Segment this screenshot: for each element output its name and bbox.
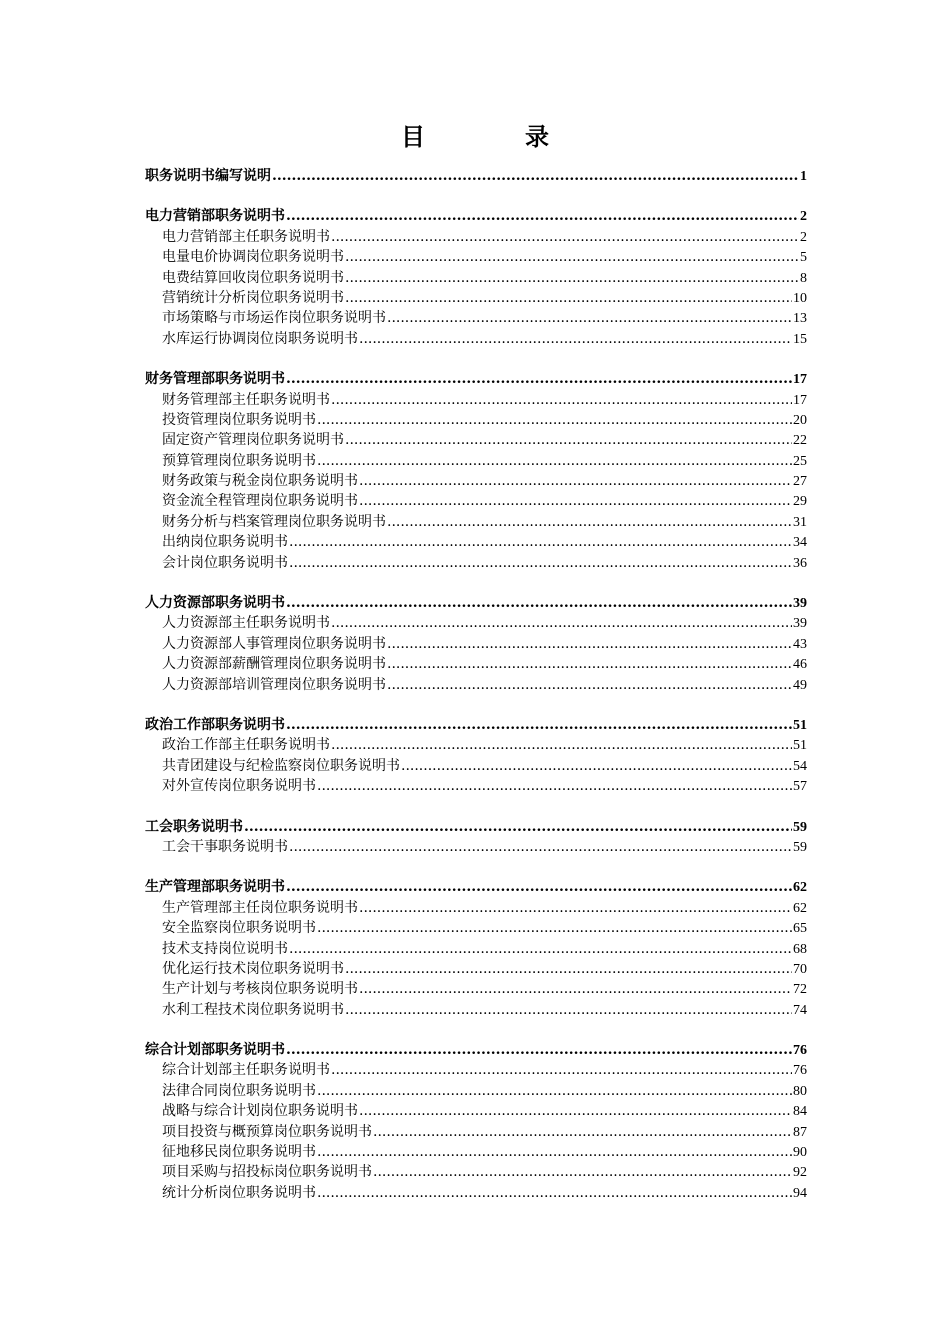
toc-dot-leader <box>359 898 792 918</box>
toc-dot-leader <box>345 430 792 450</box>
toc-dot-leader <box>289 837 792 857</box>
table-of-contents <box>145 166 807 1203</box>
toc-dot-leader <box>345 288 792 308</box>
title-char-1: 目 <box>401 122 425 151</box>
toc-page-number: 94 <box>793 1185 807 1201</box>
toc-section[interactable] <box>145 1040 807 1060</box>
toc-dot-leader <box>331 613 792 633</box>
section-spacer <box>145 857 807 877</box>
toc-page-number: 62 <box>793 900 807 916</box>
toc-dot-leader <box>317 1081 792 1101</box>
toc-item[interactable] <box>145 410 807 430</box>
toc-dot-leader <box>387 675 792 695</box>
toc-entry-title: 出纳岗位职务说明书 <box>162 534 288 551</box>
toc-item[interactable] <box>145 1081 807 1101</box>
toc-page-number: 49 <box>793 677 807 693</box>
toc-dot-leader <box>359 491 792 511</box>
toc-page-number: 59 <box>793 839 807 855</box>
toc-entry-title: 人力资源部培训管理岗位职务说明书 <box>162 676 386 693</box>
toc-page-number: 20 <box>793 412 807 428</box>
toc-item[interactable] <box>145 613 807 633</box>
toc-page-number: 5 <box>800 250 807 266</box>
toc-dot-leader <box>317 776 792 796</box>
toc-page-number: 57 <box>793 779 807 795</box>
toc-entry-title: 战略与综合计划岗位职务说明书 <box>162 1103 358 1120</box>
toc-page-number: 17 <box>793 372 807 388</box>
toc-entry-title: 水利工程技术岗位职务说明书 <box>162 1001 344 1018</box>
toc-entry-title: 法律合同岗位职务说明书 <box>162 1082 316 1099</box>
toc-dot-leader <box>331 1060 792 1080</box>
toc-entry-title: 会计岗位职务说明书 <box>162 554 288 571</box>
toc-entry-title: 人力资源部主任职务说明书 <box>162 615 330 632</box>
toc-dot-leader <box>289 532 792 552</box>
section-spacer <box>145 695 807 715</box>
toc-item[interactable] <box>145 308 807 328</box>
toc-dot-leader <box>289 939 792 959</box>
toc-dot-leader <box>387 654 792 674</box>
toc-dot-leader <box>317 1142 792 1162</box>
toc-item[interactable] <box>145 979 807 999</box>
toc-item[interactable] <box>145 898 807 918</box>
toc-page-number: 68 <box>793 941 807 957</box>
toc-item[interactable] <box>145 451 807 471</box>
toc-dot-leader <box>286 1040 792 1060</box>
toc-dot-leader <box>289 553 792 573</box>
toc-dot-leader <box>331 735 792 755</box>
toc-dot-leader <box>359 471 792 491</box>
toc-page-number: 2 <box>800 229 807 245</box>
toc-entry-title: 人力资源部人事管理岗位职务说明书 <box>162 635 386 652</box>
toc-dot-leader <box>387 308 792 328</box>
toc-item[interactable] <box>145 288 807 308</box>
toc-entry-title: 生产管理部主任岗位职务说明书 <box>162 899 358 916</box>
section-spacer <box>145 797 807 817</box>
toc-item[interactable] <box>145 675 807 695</box>
toc-item[interactable] <box>145 756 807 776</box>
toc-item[interactable] <box>145 532 807 552</box>
toc-page-number: 39 <box>793 596 807 612</box>
toc-item[interactable] <box>145 247 807 267</box>
toc-page-number: 29 <box>793 494 807 510</box>
toc-item[interactable] <box>145 227 807 247</box>
toc-entry-title: 统计分析岗位职务说明书 <box>162 1184 316 1201</box>
toc-page-number: 76 <box>793 1063 807 1079</box>
toc-entry-title: 电力营销部主任职务说明书 <box>162 228 330 245</box>
toc-item[interactable] <box>145 1101 807 1121</box>
toc-dot-leader <box>286 206 799 226</box>
toc-page-number: 90 <box>793 1145 807 1161</box>
toc-page-number: 72 <box>793 982 807 998</box>
toc-page-number: 84 <box>793 1104 807 1120</box>
toc-dot-leader <box>286 593 792 613</box>
toc-section[interactable] <box>145 877 807 897</box>
toc-dot-leader <box>345 959 792 979</box>
title-char-2: 录 <box>525 122 549 151</box>
toc-dot-leader <box>345 268 799 288</box>
toc-item[interactable] <box>145 471 807 491</box>
toc-dot-leader <box>345 1000 792 1020</box>
toc-page-number: 43 <box>793 636 807 652</box>
toc-entry-title: 优化运行技术岗位职务说明书 <box>162 960 344 977</box>
toc-entry-title: 资金流全程管理岗位职务说明书 <box>162 493 358 510</box>
toc-section[interactable] <box>145 206 807 226</box>
toc-page-number: 74 <box>793 1002 807 1018</box>
toc-page-number: 8 <box>800 270 807 286</box>
toc-dot-leader <box>373 1162 792 1182</box>
toc-item[interactable] <box>145 268 807 288</box>
toc-entry-title: 征地移民岗位职务说明书 <box>162 1144 316 1161</box>
toc-item[interactable] <box>145 1142 807 1162</box>
toc-entry-title: 政治工作部职务说明书 <box>145 716 285 733</box>
toc-dot-leader <box>286 369 792 389</box>
toc-dot-leader <box>272 166 799 186</box>
toc-dot-leader <box>387 634 792 654</box>
toc-entry-title: 项目投资与概预算岗位职务说明书 <box>162 1123 372 1140</box>
toc-page-number: 36 <box>793 555 807 571</box>
toc-item[interactable] <box>145 1122 807 1142</box>
toc-dot-leader <box>317 451 792 471</box>
toc-page-number: 10 <box>793 290 807 306</box>
toc-entry-title: 市场策略与市场运作岗位职务说明书 <box>162 310 386 327</box>
toc-dot-leader <box>244 817 792 837</box>
toc-dot-leader <box>317 918 792 938</box>
toc-entry-title: 技术支持岗位说明书 <box>162 940 288 957</box>
toc-dot-leader <box>373 1122 792 1142</box>
toc-entry-title: 财务管理部主任职务说明书 <box>162 391 330 408</box>
toc-item[interactable] <box>145 654 807 674</box>
toc-page-number: 62 <box>793 880 807 896</box>
toc-page-number: 13 <box>793 311 807 327</box>
toc-entry-title: 工会职务说明书 <box>145 818 243 835</box>
toc-item[interactable] <box>145 1162 807 1182</box>
toc-page-number: 59 <box>793 819 807 835</box>
toc-page-number: 31 <box>793 514 807 530</box>
toc-section[interactable] <box>145 715 807 735</box>
toc-entry-title: 水库运行协调岗位岗职务说明书 <box>162 330 358 347</box>
toc-page-number: 92 <box>793 1165 807 1181</box>
toc-page-number: 15 <box>793 331 807 347</box>
toc-dot-leader <box>359 329 792 349</box>
toc-item[interactable] <box>145 959 807 979</box>
toc-entry-title: 项目采购与招投标岗位职务说明书 <box>162 1164 372 1181</box>
toc-dot-leader <box>387 512 792 532</box>
toc-entry-title: 电费结算回收岗位职务说明书 <box>162 269 344 286</box>
toc-dot-leader <box>345 247 799 267</box>
toc-item[interactable] <box>145 390 807 410</box>
section-spacer <box>145 349 807 369</box>
toc-item[interactable] <box>145 735 807 755</box>
toc-dot-leader <box>359 979 792 999</box>
toc-page-number: 76 <box>793 1043 807 1059</box>
toc-page-number: 70 <box>793 961 807 977</box>
toc-section[interactable] <box>145 369 807 389</box>
toc-page-number: 87 <box>793 1124 807 1140</box>
toc-dot-leader <box>286 715 792 735</box>
toc-section[interactable] <box>145 593 807 613</box>
section-spacer <box>145 573 807 593</box>
toc-item[interactable] <box>145 491 807 511</box>
toc-entry-title: 综合计划部职务说明书 <box>145 1042 285 1059</box>
toc-item[interactable] <box>145 634 807 654</box>
toc-entry-title: 工会干事职务说明书 <box>162 838 288 855</box>
toc-entry-title: 固定资产管理岗位职务说明书 <box>162 432 344 449</box>
toc-entry-title: 投资管理岗位职务说明书 <box>162 411 316 428</box>
toc-entry-title: 政治工作部主任职务说明书 <box>162 737 330 754</box>
section-spacer <box>145 186 807 206</box>
toc-item[interactable] <box>145 430 807 450</box>
toc-entry-title: 人力资源部薪酬管理岗位职务说明书 <box>162 656 386 673</box>
toc-entry-title: 生产管理部职务说明书 <box>145 879 285 896</box>
toc-dot-leader <box>331 227 799 247</box>
toc-page-number: 2 <box>800 209 807 225</box>
toc-dot-leader <box>317 410 792 430</box>
toc-entry-title: 职务说明书编写说明 <box>145 168 271 184</box>
toc-entry-title: 财务管理部职务说明书 <box>145 371 285 388</box>
toc-item[interactable] <box>145 939 807 959</box>
toc-page-number: 39 <box>793 616 807 632</box>
toc-page-number: 22 <box>793 433 807 449</box>
toc-section[interactable] <box>145 166 807 186</box>
toc-entry-title: 营销统计分析岗位职务说明书 <box>162 289 344 306</box>
toc-section[interactable] <box>145 817 807 837</box>
toc-item[interactable] <box>145 1060 807 1080</box>
toc-item[interactable] <box>145 918 807 938</box>
toc-entry-title: 生产计划与考核岗位职务说明书 <box>162 981 358 998</box>
toc-entry-title: 电量电价协调岗位职务说明书 <box>162 249 344 266</box>
toc-entry-title: 财务政策与税金岗位职务说明书 <box>162 473 358 490</box>
toc-item[interactable] <box>145 1000 807 1020</box>
toc-entry-title: 安全监察岗位职务说明书 <box>162 920 316 937</box>
toc-page-number: 51 <box>793 717 807 733</box>
toc-page-number: 25 <box>793 453 807 469</box>
toc-entry-title: 人力资源部职务说明书 <box>145 595 285 612</box>
toc-page-number: 54 <box>793 758 807 774</box>
toc-item[interactable] <box>145 1183 807 1203</box>
toc-item[interactable] <box>145 837 807 857</box>
toc-entry-title: 预算管理岗位职务说明书 <box>162 452 316 469</box>
toc-page-number: 51 <box>793 738 807 754</box>
section-spacer <box>145 1020 807 1040</box>
toc-dot-leader <box>331 390 792 410</box>
toc-page-number: 65 <box>793 921 807 937</box>
toc-page-number: 1 <box>800 169 807 184</box>
toc-page-number: 46 <box>793 657 807 673</box>
toc-page-number: 17 <box>793 392 807 408</box>
toc-page-number: 80 <box>793 1083 807 1099</box>
toc-page-number: 34 <box>793 535 807 551</box>
toc-item[interactable] <box>145 553 807 573</box>
toc-item[interactable] <box>145 776 807 796</box>
toc-item[interactable] <box>145 512 807 532</box>
toc-entry-title: 财务分析与档案管理岗位职务说明书 <box>162 513 386 530</box>
toc-dot-leader <box>286 877 792 897</box>
page-title <box>0 117 950 152</box>
toc-dot-leader <box>359 1101 792 1121</box>
toc-page-number: 27 <box>793 474 807 490</box>
toc-dot-leader <box>317 1183 792 1203</box>
toc-entry-title: 共青团建设与纪检监察岗位职务说明书 <box>162 757 400 774</box>
toc-entry-title: 综合计划部主任职务说明书 <box>162 1062 330 1079</box>
toc-dot-leader <box>401 756 792 776</box>
toc-item[interactable] <box>145 329 807 349</box>
toc-entry-title: 对外宣传岗位职务说明书 <box>162 778 316 795</box>
toc-entry-title: 电力营销部职务说明书 <box>145 208 285 225</box>
